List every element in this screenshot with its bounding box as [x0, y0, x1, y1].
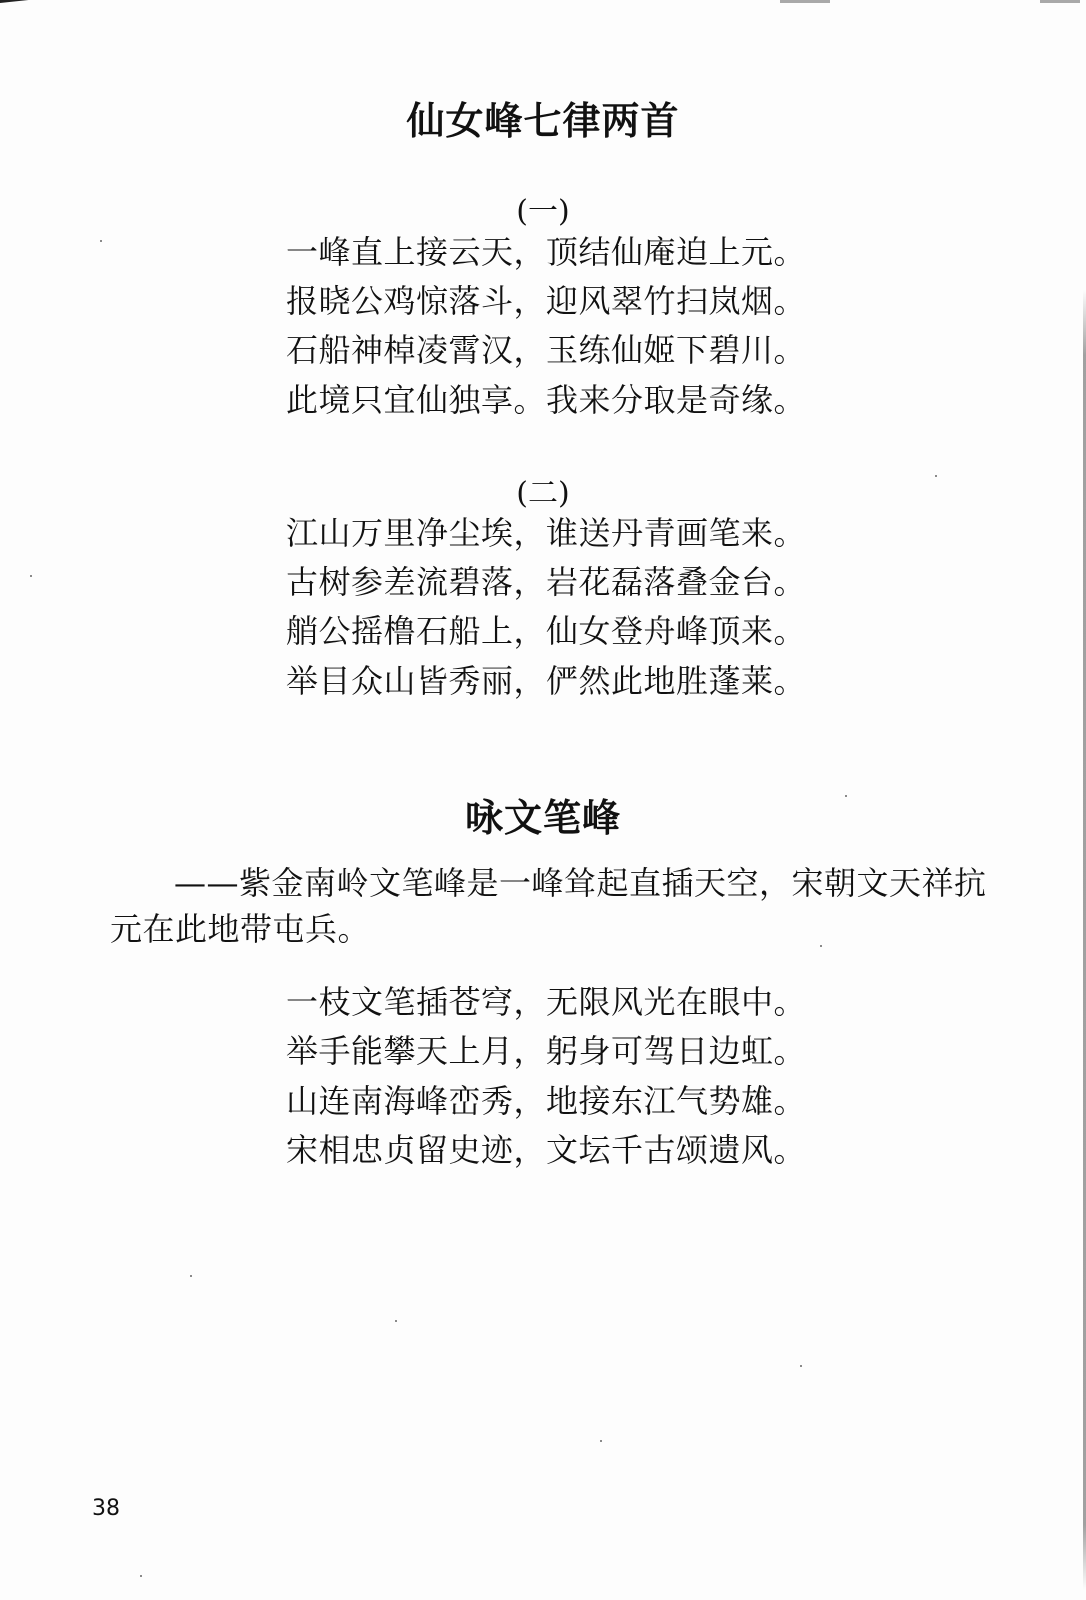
- verse-line: 举手能攀天上月，躬身可驾日边虹。: [286, 1032, 807, 1070]
- verse-line: 一峰直上接云天，顶结仙庵迫上元。: [286, 233, 807, 271]
- verse-line: 举目众山皆秀丽，俨然此地胜蓬莱。: [286, 662, 807, 700]
- verse-line: 艄公摇橹石船上，仙女登舟峰顶来。: [286, 612, 807, 650]
- scan-edge-mark: [0, 0, 40, 9]
- page-number: 38: [92, 1496, 120, 1521]
- scan-speck: [140, 1575, 142, 1577]
- section-number: (一): [516, 194, 570, 229]
- poem-title: 仙女峰七律两首: [406, 99, 680, 143]
- section-number: (二): [516, 476, 570, 511]
- scan-speck: [800, 1365, 802, 1367]
- scan-speck: [395, 1320, 397, 1322]
- verse-line: 报晓公鸡惊落斗，迎风翠竹扫岚烟。: [286, 282, 807, 320]
- verse-line: 此境只宜仙独享。我来分取是奇缘。: [286, 381, 807, 419]
- poem-preface: ——紫金南岭文笔峰是一峰耸起直插天空，宋朝文天祥抗元在此地带屯兵。: [110, 864, 987, 948]
- scan-speck: [600, 1440, 602, 1442]
- verse-line: 江山万里净尘埃，谁送丹青画笔来。: [286, 514, 807, 552]
- verse-line: 一枝文笔插苍穹，无限风光在眼中。: [286, 983, 807, 1021]
- scan-speck: [30, 575, 32, 577]
- verse-line: 石船神棹凌霄汉，玉练仙姬下碧川。: [286, 331, 807, 369]
- verse-line: 古树参差流碧落，岩花磊落叠金台。: [286, 563, 807, 601]
- poem-title: 咏文笔峰: [464, 796, 621, 840]
- scan-speck: [190, 1275, 192, 1277]
- verse-line: 宋相忠贞留史迹，文坛千古颂遗风。: [286, 1131, 807, 1169]
- scan-speck: [100, 240, 102, 242]
- scan-edge-mark: [780, 0, 830, 3]
- scan-edge-mark: [1040, 0, 1080, 3]
- verse-line: 山连南海峰峦秀，地接东江气势雄。: [286, 1082, 807, 1120]
